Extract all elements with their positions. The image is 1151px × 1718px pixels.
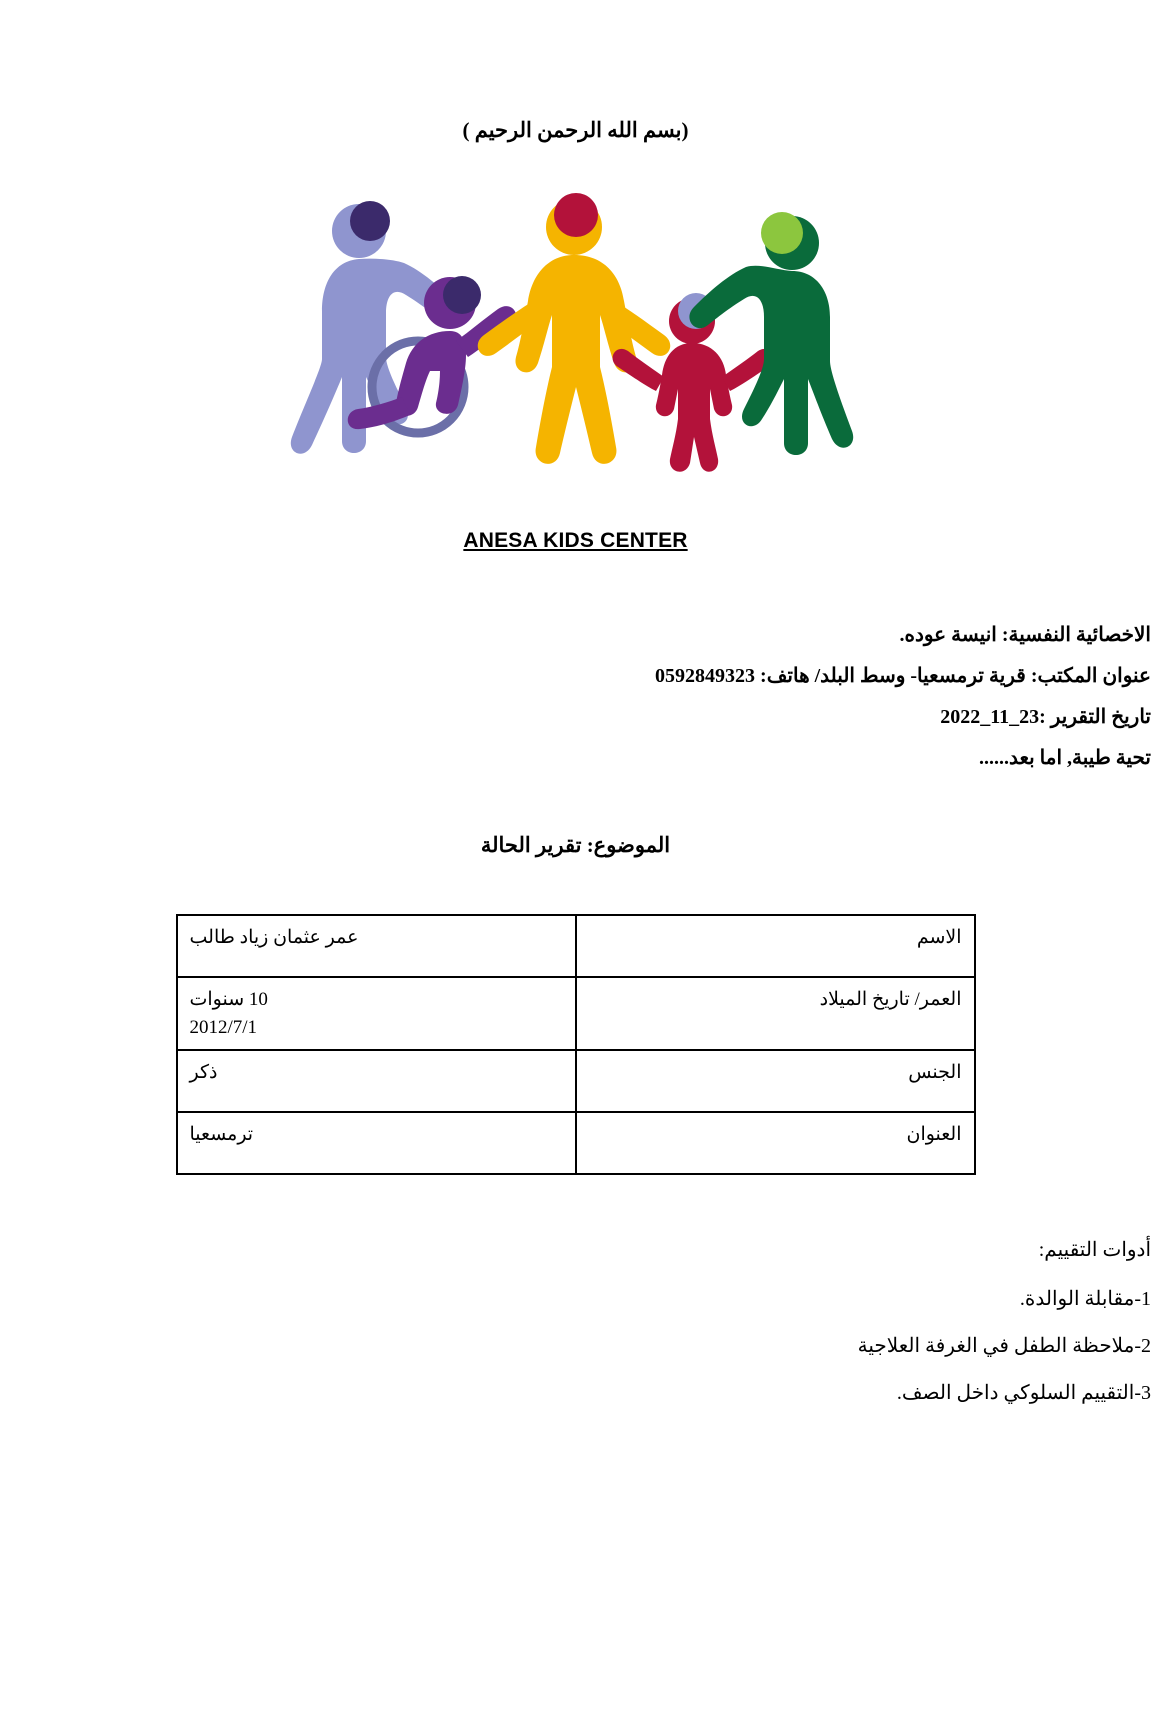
- value-line-2: 2012/7/1: [189, 1016, 258, 1038]
- family-figures-logo: [226, 191, 926, 491]
- specialist-line: الاخصائية النفسية: انيسة عوده.: [899, 624, 1151, 646]
- table-row: [177, 977, 975, 1050]
- row-value-age: [177, 977, 576, 1050]
- row-label-gender: الجنس: [576, 1050, 975, 1112]
- row-value-address: [177, 1112, 576, 1174]
- table-row: [177, 1050, 975, 1112]
- row-value-gender: [177, 1050, 576, 1112]
- row-value-name: [177, 915, 576, 977]
- table-row: [177, 915, 975, 977]
- document-page: [0, 118, 1151, 1718]
- value-line-1: عمر عثمان زياد طالب: [189, 927, 359, 948]
- tools-item-1: 1-مقابلة الوالدة.: [1019, 1288, 1151, 1311]
- case-info-table: [176, 914, 976, 1175]
- value-line-1: ذكر: [189, 1062, 218, 1084]
- row-label-address: العنوان: [576, 1112, 975, 1174]
- office-address-line: عنوان المكتب: قرية ترمسعيا- وسط البلد/ هاتف: 0592849323: [655, 665, 1151, 687]
- logo-figure-3: [477, 193, 669, 464]
- case-table-container: [0, 914, 1151, 1175]
- row-label-name: الاسم: [576, 915, 975, 977]
- logo-container: [0, 191, 1151, 491]
- subject-heading: الموضوع: تقرير الحالة: [480, 833, 671, 857]
- tools-title: أدوات التقييم:: [1038, 1239, 1151, 1262]
- tools-item-2: 2-ملاحظة الطفل في الغرفة العلاجية: [857, 1335, 1151, 1358]
- tools-item-3: 3-التقييم السلوكي داخل الصف.: [896, 1382, 1151, 1405]
- assessment-tools-section: [0, 1227, 1151, 1417]
- value-line-1: ترمسعيا: [189, 1124, 254, 1146]
- value-line-1: 10 سنوات: [189, 989, 268, 1010]
- row-label-age: العمر/ تاريخ الميلاد: [576, 977, 975, 1050]
- report-date-line: تاريخ التقرير :23_11_2022: [940, 706, 1151, 728]
- center-name-heading: ANESA KIDS CENTER: [463, 529, 688, 552]
- report-info-block: [0, 615, 1151, 779]
- greeting-line: تحية طيبة, اما بعد......: [978, 747, 1151, 769]
- table-row: [177, 1112, 975, 1174]
- logo-figure-5: [689, 212, 853, 455]
- basmala-heading: (بسم الله الرحمن الرحيم ): [462, 118, 689, 142]
